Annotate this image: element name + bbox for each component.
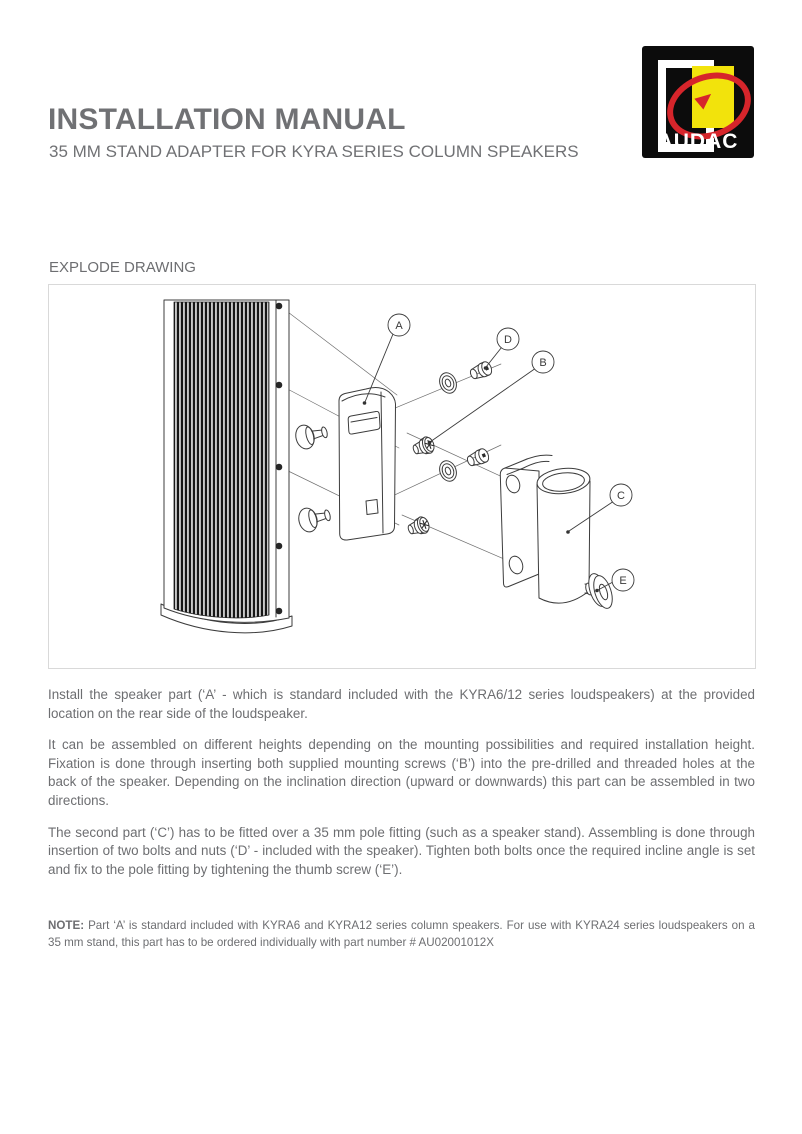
paragraph-install: Install the speaker part (‘A’ - which is standard included with the KYRA6/12 series loudspeakers) at the provided location on the rear side of the loudspeaker. (48, 687, 755, 721)
instructions (48, 686, 755, 964)
washer-1 (437, 370, 460, 395)
section-title: EXPLODE DRAWING (49, 259, 196, 276)
screw-part-b-1 (411, 435, 436, 458)
bolt-part-d-1 (468, 360, 493, 381)
note-text: Part ‘A’ is standard included with KYRA6 and KYRA12 series column speakers. For use with KYRA24 series loudspeakers on a 35 mm stand, this part has to be ordered individually with part number # AU02001012X (48, 919, 755, 949)
washer-2 (437, 458, 460, 483)
speaker-grille (174, 302, 269, 618)
explode-drawing-svg (49, 285, 755, 668)
part-label-a: A (395, 320, 403, 332)
pole-adapter-part-c (500, 455, 591, 603)
thumb-screw-part-e (585, 571, 616, 610)
note (48, 918, 755, 951)
mushroom-screw-2 (296, 503, 333, 534)
speaker-column (161, 300, 292, 633)
brand-logo (642, 46, 754, 158)
part-labels (363, 314, 634, 592)
explode-drawing-figure (48, 284, 756, 669)
part-label-b: B (539, 357, 547, 369)
paragraph-heights: It can be assembled on different heights depending on the mounting possibilities and required installation height. Fixation is done through inserting both supplied mounting screws (‘B’) into the pre-drilled and threaded holes at the back of the speaker. Depending on the inclination direction (upward or downwards) this part can be assembled in two directions. (48, 737, 755, 808)
page-title: INSTALLATION MANUAL (48, 103, 406, 136)
part-label-c: C (617, 490, 625, 502)
page-subtitle: 35 MM STAND ADAPTER FOR KYRA SERIES COLUMN SPEAKERS (49, 142, 579, 161)
note-label: NOTE: (48, 919, 85, 933)
mushroom-screw-1 (293, 420, 330, 451)
part-label-e: E (619, 575, 627, 587)
brand-name: AUDAC (657, 130, 739, 153)
part-label-d: D (504, 334, 512, 346)
bracket-part-a (339, 388, 396, 540)
paragraph-pole-fitting: The second part (‘C’) has to be fitted over a 35 mm pole fitting (such as a speaker stand). Assembling is done through insertion of two bolts and nuts (‘D’ - included with the speaker). Tighten both bolts once the required incline angle is set and fix to the pole fitting by tightening the thumb screw (‘E’). (48, 824, 755, 877)
